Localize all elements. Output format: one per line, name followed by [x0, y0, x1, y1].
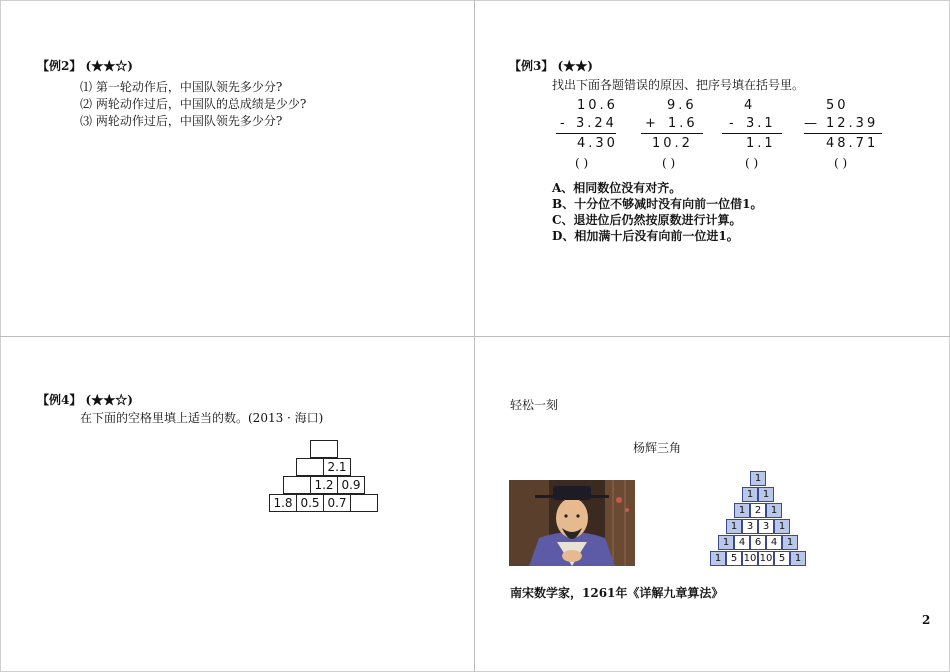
triangle-cell: 10	[743, 553, 757, 564]
ex3-option-c: C、退进位后仍然按原数进行计算。	[552, 213, 742, 227]
triangle-cell: 1	[710, 551, 726, 566]
answer-blank[interactable]: ( )	[745, 156, 759, 170]
answer-blank[interactable]: ( )	[834, 156, 848, 170]
pyramid-cell[interactable]	[310, 440, 338, 458]
ex2-title: 【例2】 (★★☆)	[37, 59, 133, 73]
yang-hui-portrait	[509, 480, 635, 566]
triangle-cell: 5	[774, 551, 790, 566]
answer-blank[interactable]: ( )	[662, 156, 676, 170]
ex2-item-3: ⑶ 两轮动作过后，中国队领先多少分?	[80, 114, 283, 128]
relax-heading: 轻松一刻	[510, 398, 559, 412]
triangle-cell: 1	[742, 487, 758, 502]
pyramid-cell: 2.1	[323, 458, 351, 476]
ex3-option-d: D、相加满十后没有向前一位进1。	[552, 229, 739, 243]
triangle-cell: 10	[759, 553, 773, 564]
triangle-cell: 1	[766, 503, 782, 518]
triangle-cell: 4	[734, 535, 750, 550]
triangle-cell: 1	[718, 535, 734, 550]
triangle-cell: 1	[726, 519, 742, 534]
relax-subtitle: 杨辉三角	[633, 441, 682, 455]
triangle-cell: 1	[758, 487, 774, 502]
triangle-cell: 4	[766, 535, 782, 550]
ex3-instruction: 找出下面各题错误的原因、把序号填在括号里。	[552, 78, 805, 92]
pyramid-cell[interactable]	[350, 494, 378, 512]
triangle-cell: 1	[750, 471, 766, 486]
horizontal-divider	[0, 336, 950, 337]
triangle-cell: 1	[790, 551, 806, 566]
ex3-option-b: B、十分位不够减时没有向前一位借1。	[552, 197, 763, 211]
pyramid-cell[interactable]	[283, 476, 311, 494]
ex4-instruction: 在下面的空格里填上适当的数。(2013 · 海口)	[80, 411, 324, 425]
triangle-cell: 1	[782, 535, 798, 550]
triangle-cell: 2	[750, 503, 766, 518]
pyramid-cell: 0.9	[337, 476, 365, 494]
triangle-cell: 5	[726, 551, 742, 566]
answer-blank[interactable]: ( )	[575, 156, 589, 170]
pyramid-cell[interactable]	[296, 458, 324, 476]
pyramid-cell: 0.7	[323, 494, 351, 512]
ex3-option-a: A、相同数位没有对齐。	[552, 181, 682, 195]
triangle-cell: 6	[750, 535, 766, 550]
ex2-item-2: ⑵ 两轮动作过后，中国队的总成绩是少少?	[80, 97, 307, 111]
triangle-cell: 3	[742, 519, 758, 534]
ex4-title: 【例4】 (★★☆)	[37, 393, 133, 407]
pyramid-cell: 1.8	[269, 494, 297, 512]
triangle-cell: 1	[774, 519, 790, 534]
pyramid-cell: 1.2	[310, 476, 338, 494]
relax-caption: 南宋数学家，1261年《详解九章算法》	[510, 586, 724, 600]
triangle-cell: 3	[758, 519, 774, 534]
pyramid-cell: 0.5	[296, 494, 324, 512]
ex3-title: 【例3】 (★★)	[509, 59, 593, 73]
ex2-item-1: ⑴ 第一轮动作后，中国队领先多少分?	[80, 80, 283, 94]
page-number: 2	[922, 613, 931, 627]
triangle-cell: 1	[734, 503, 750, 518]
